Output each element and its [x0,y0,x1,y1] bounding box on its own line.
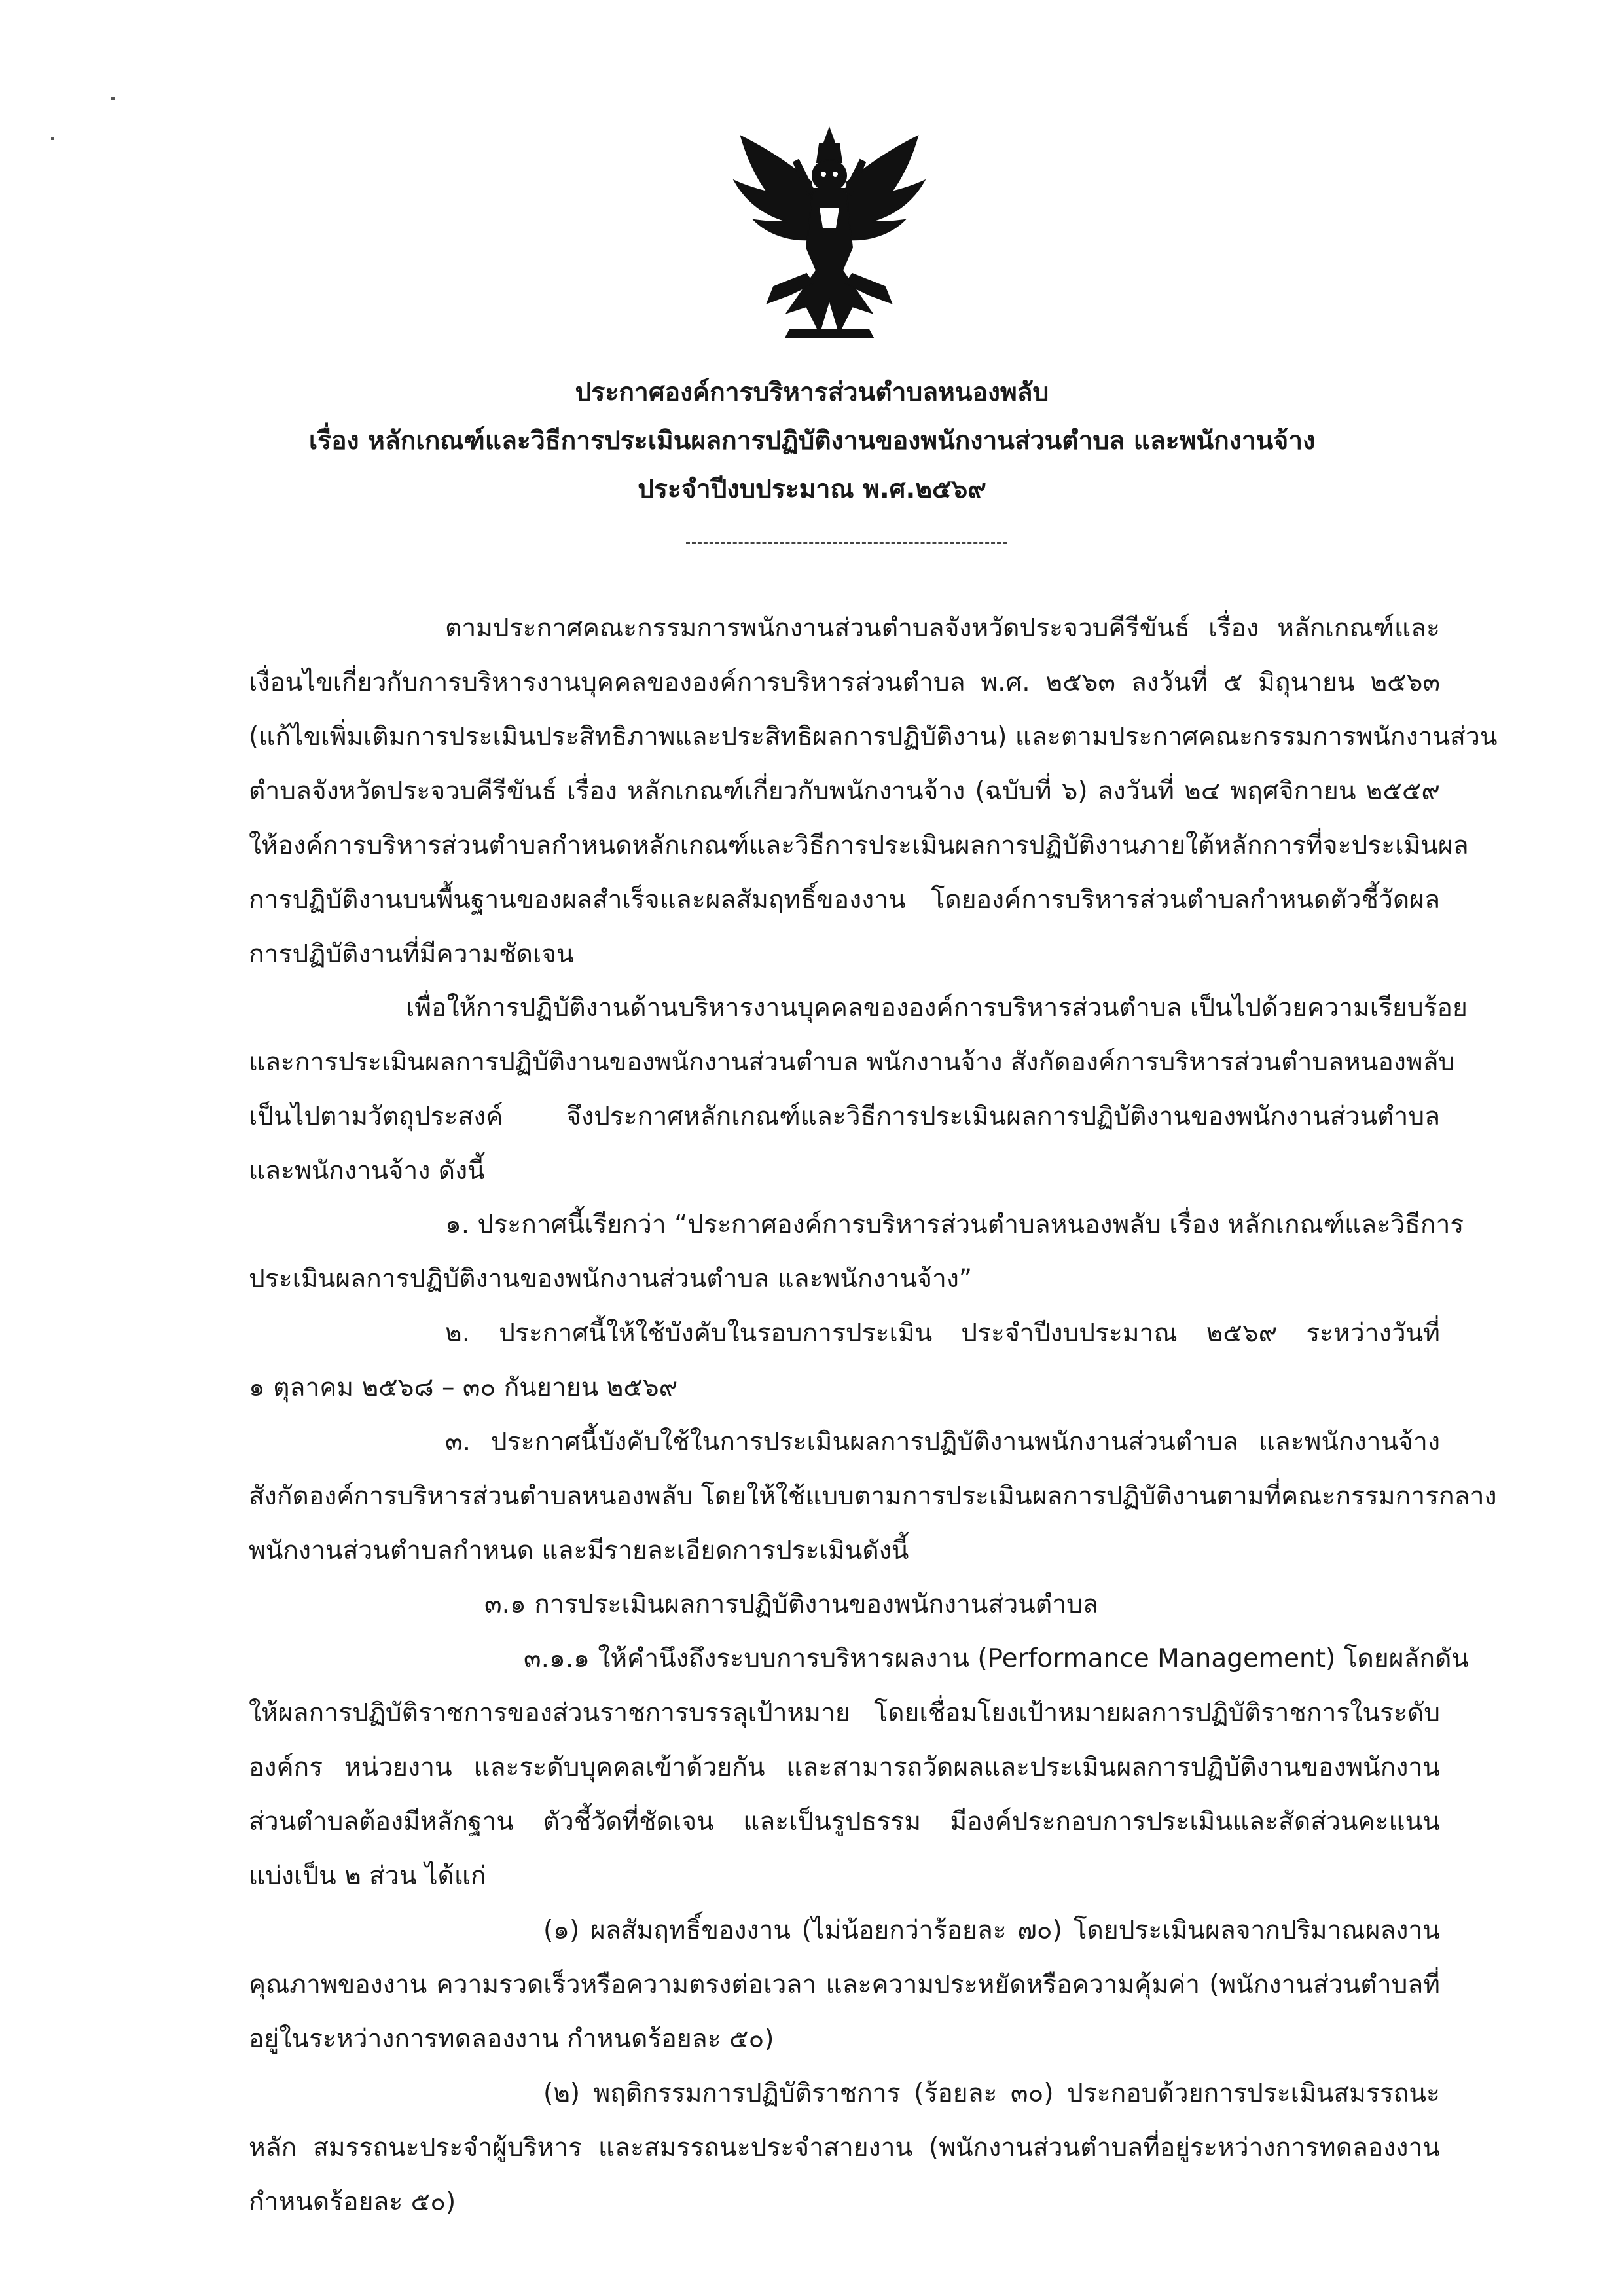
paragraph-line: และพนักงานจ้าง ดังนี้ [249,1156,485,1186]
subsection-3-1-1-line: ๓.๑.๑ ให้คำนึงถึงระบบการบริหารผลงาน (Performance Management) โดยผลักดัน [524,1644,1470,1673]
section-3-line: พนักงานส่วนตำบลกำหนด และมีรายละเอียดการประเมินดังนี้ [249,1536,909,1565]
paragraph-line: และการประเมินผลการปฏิบัติงานของพนักงานส่วนตำบล พนักงานจ้าง สังกัดองค์การบริหารส่วนตำบลหนองพลับ [249,1048,1455,1077]
item-2-line: กำหนดร้อยละ ๕๐) [249,2187,456,2217]
paragraph-line: เพื่อให้การปฏิบัติงานด้านบริหารงานบุคคลขององค์การบริหารส่วนตำบล เป็นไปด้วยความเรียบร้อย [406,993,1468,1023]
paragraph-line: เป็นไปตามวัตถุประสงค์ จึงประกาศหลักเกณฑ์และวิธีการประเมินผลการปฏิบัติงานของพนักงานส่วนตำบล [249,1102,1440,1131]
section-1-line: ๑. ประกาศนี้เรียกว่า “ประกาศองค์การบริหารส่วนตำบลหนองพลับ เรื่อง หลักเกณฑ์และวิธีการ [445,1210,1464,1239]
subsection-3-1-heading: ๓.๑ การประเมินผลการปฏิบัติงานของพนักงานส่วนตำบล [484,1590,1098,1619]
scan-speck [111,97,115,100]
subsection-3-1-1-line: ส่วนตำบลต้องมีหลักฐาน ตัวชี้วัดที่ชัดเจน และเป็นรูปธรรม มีองค์ประกอบการประเมินและสัดส่วนคะแนน [249,1807,1440,1836]
paragraph-line: การปฏิบัติงานที่มีความชัดเจน [249,939,574,969]
fiscal-year-title: ประจำปีงบประมาณ พ.ศ.๒๕๖๙ [638,475,986,504]
section-2-line: ๑ ตุลาคม ๒๕๖๘ – ๓๐ กันยายน ๒๕๖๙ [249,1373,678,1402]
paragraph-line: ตำบลจังหวัดประจวบคีรีขันธ์ เรื่อง หลักเกณฑ์เกี่ยวกับพนักงานจ้าง (ฉบับที่ ๖) ลงวันที่ ๒๔ พฤศจิกายน ๒๕๕๙ [249,776,1440,806]
subsection-3-1-1-line: แบ่งเป็น ๒ ส่วน ได้แก่ [249,1861,486,1891]
paragraph-line: การปฏิบัติงานบนพื้นฐานของผลสำเร็จและผลสัมฤทธิ์ของงาน โดยองค์การบริหารส่วนตำบลกำหนดตัวชี้วัดผล [249,885,1440,915]
paragraph-line: เงื่อนไขเกี่ยวกับการบริหารงานบุคคลขององค์การบริหารส่วนตำบล พ.ศ. ๒๕๖๓ ลงวันที่ ๕ มิถุนายน ๒๕๖๓ [249,668,1440,697]
item-2-line: (๒) พฤติกรรมการปฏิบัติราชการ (ร้อยละ ๓๐) ประกอบด้วยการประเมินสมรรถนะ [543,2079,1440,2108]
paragraph-line: ให้องค์การบริหารส่วนตำบลกำหนดหลักเกณฑ์และวิธีการประเมินผลการปฏิบัติงานภายใต้หลักการที่จะประเมินผล [249,831,1469,860]
subject-title: เรื่อง หลักเกณฑ์และวิธีการประเมินผลการปฏิบัติงานของพนักงานส่วนตำบล และพนักงานจ้าง [308,426,1316,456]
scan-speck [51,137,54,140]
section-1-line: ประเมินผลการปฏิบัติงานของพนักงานส่วนตำบล และพนักงานจ้าง” [249,1264,973,1294]
paragraph-line: (แก้ไขเพิ่มเติมการประเมินประสิทธิภาพและประสิทธิผลการปฏิบัติงาน) และตามประกาศคณะกรรมการพนักงานส่วน [249,722,1498,752]
subsection-3-1-1-line: ให้ผลการปฏิบัติราชการของส่วนราชการบรรลุเป้าหมาย โดยเชื่อมโยงเป้าหมายผลการปฏิบัติราชการในระดับ [249,1698,1440,1728]
garuda-emblem-icon [728,123,931,342]
item-1-line: คุณภาพของงาน ความรวดเร็วหรือความตรงต่อเวลา และความประหยัดหรือความคุ้มค่า (พนักงานส่วนตำบลที่ [249,1970,1440,1999]
item-1-line: อยู่ในระหว่างการทดลองงาน กำหนดร้อยละ ๕๐) [249,2024,774,2054]
section-3-line: ๓. ประกาศนี้บังคับใช้ในการประเมินผลการปฏิบัติงานพนักงานส่วนตำบล และพนักงานจ้าง [445,1427,1440,1457]
subsection-3-1-1-line: องค์กร หน่วยงาน และระดับบุคคลเข้าด้วยกัน และสามารถวัดผลและประเมินผลการปฏิบัติงานของพนักงาน [249,1753,1440,1782]
paragraph-line: ตามประกาศคณะกรรมการพนักงานส่วนตำบลจังหวัดประจวบคีรีขันธ์ เรื่อง หลักเกณฑ์และ [445,613,1440,643]
section-3-line: สังกัดองค์การบริหารส่วนตำบลหนองพลับ โดยให้ใช้แบบตามการประเมินผลการปฏิบัติงานตามที่คณะกรรมการกลาง [249,1482,1497,1511]
section-2-line: ๒. ประกาศนี้ให้ใช้บังคับในรอบการประเมิน ประจำปีงบประมาณ ๒๕๖๙ ระหว่างวันที่ [445,1319,1440,1348]
title-separator [686,542,1007,544]
item-2-line: หลัก สมรรถนะประจำผู้บริหาร และสมรรถนะประจำสายงาน (พนักงานส่วนตำบลที่อยู่ระหว่างการทดลองงาน [249,2133,1440,2162]
item-1-line: (๑) ผลสัมฤทธิ์ของงาน (ไม่น้อยกว่าร้อยละ ๗๐) โดยประเมินผลจากปริมาณผลงาน [543,1916,1440,1945]
announcement-title: ประกาศองค์การบริหารส่วนตำบลหนองพลับ [575,378,1049,407]
